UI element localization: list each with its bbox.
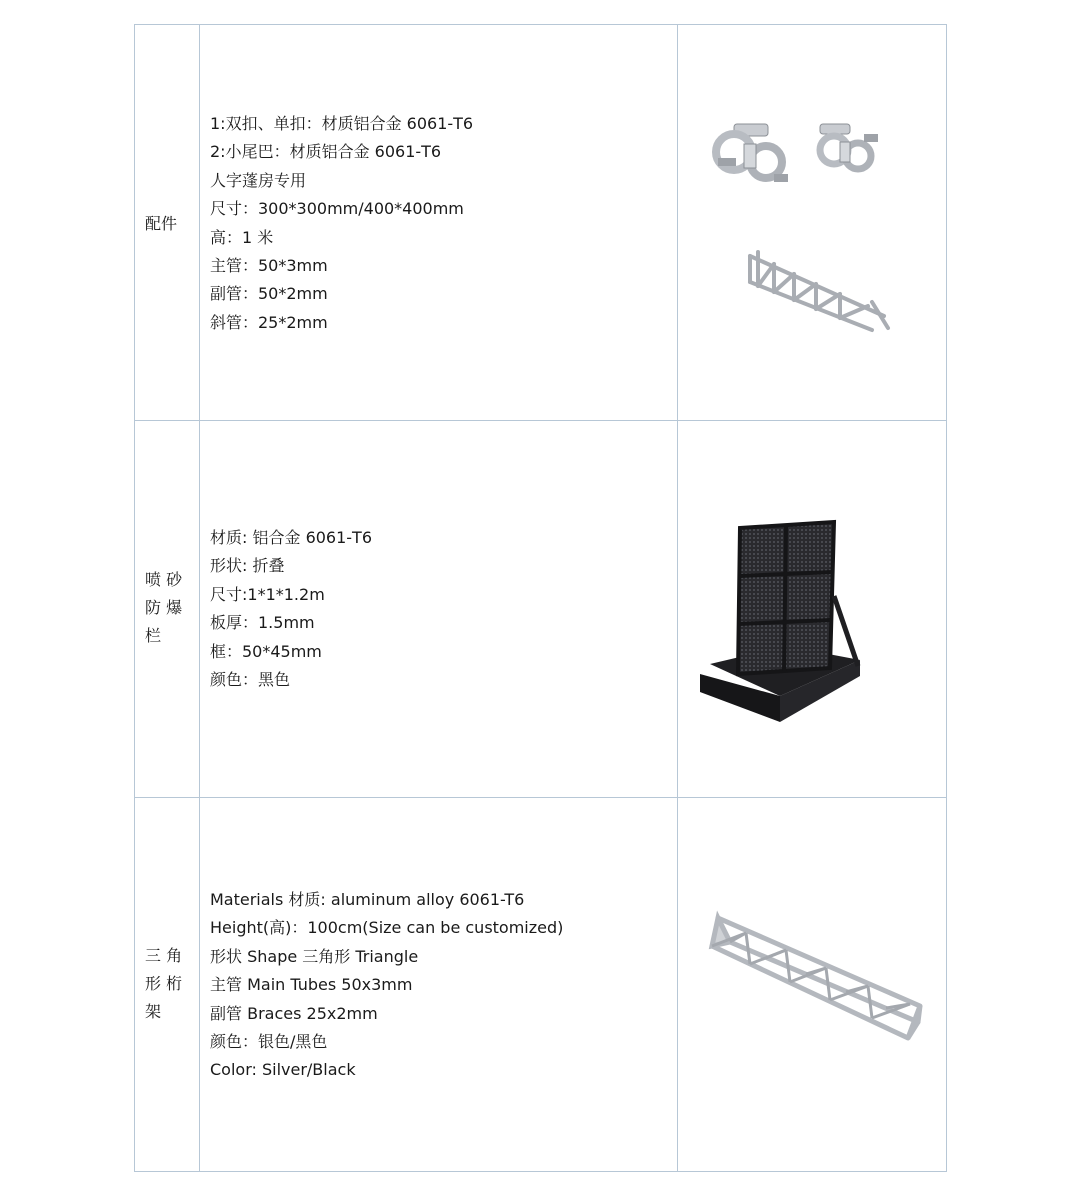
row-name-line: 栏 bbox=[145, 626, 162, 645]
row-name-accessories bbox=[145, 210, 177, 238]
row-name-line: 三 角 bbox=[145, 946, 183, 965]
spec-line: 形状: 折叠 bbox=[210, 556, 285, 576]
row-name-line: 架 bbox=[145, 1002, 162, 1021]
table-border-top bbox=[134, 24, 947, 25]
spec-line: 副管 Braces 25x2mm bbox=[210, 1003, 378, 1023]
spec-line: Materials 材质: aluminum alloy 6061-T6 bbox=[210, 890, 525, 909]
spec-line: Height(高)：100cm(Size can be customized) bbox=[210, 918, 564, 938]
table-border-left bbox=[134, 24, 135, 1172]
row-name-triangle-truss bbox=[145, 942, 182, 1026]
spec-line: 板厚：1.5mm bbox=[210, 613, 315, 633]
row-name-blast-barrier bbox=[145, 566, 182, 650]
triangle-truss-image bbox=[706, 908, 928, 1044]
column-divider-2 bbox=[677, 24, 678, 1172]
column-divider-1 bbox=[199, 24, 200, 1172]
spec-line: 颜色：银色/黑色 bbox=[210, 1031, 328, 1051]
crowd-barrier-image bbox=[696, 496, 866, 726]
row-name-line: 喷 砂 bbox=[145, 570, 183, 589]
spec-line: 高：1 米 bbox=[210, 227, 274, 247]
single-clamp-image bbox=[806, 120, 886, 184]
truss-tail-image bbox=[744, 242, 894, 338]
spec-list-blast-barrier bbox=[210, 524, 372, 694]
spec-line: 尺寸:1*1*1.2m bbox=[210, 584, 325, 604]
spec-line: 形状 Shape 三角形 Triangle bbox=[210, 946, 419, 966]
table-border-bottom bbox=[134, 1171, 947, 1172]
row-divider-1 bbox=[134, 420, 947, 421]
product-spec-table bbox=[134, 24, 947, 1172]
spec-list-triangle-truss bbox=[210, 886, 563, 1085]
double-clamp-image bbox=[704, 114, 804, 194]
table-border-right bbox=[946, 24, 947, 1172]
spec-line: 副管：50*2mm bbox=[210, 284, 328, 304]
row-divider-2 bbox=[134, 797, 947, 798]
spec-line: 主管：50*3mm bbox=[210, 255, 328, 275]
row-name-line: 形 桁 bbox=[145, 974, 183, 993]
spec-list-accessories bbox=[210, 110, 473, 337]
row-name-line: 配件 bbox=[145, 214, 178, 233]
spec-line: 材质: 铝合金 6061-T6 bbox=[210, 528, 373, 547]
spec-line: 人字蓬房专用 bbox=[210, 170, 307, 190]
spec-line: 主管 Main Tubes 50x3mm bbox=[210, 975, 413, 995]
row-name-line: 防 爆 bbox=[145, 598, 183, 617]
spec-line: 2:小尾巴：材质铝合金 6061-T6 bbox=[210, 142, 442, 162]
spec-line: 1:双扣、单扣：材质铝合金 6061-T6 bbox=[210, 114, 474, 133]
spec-line: 框：50*45mm bbox=[210, 641, 322, 661]
spec-line: Color: Silver/Black bbox=[210, 1060, 356, 1080]
spec-line: 颜色：黑色 bbox=[210, 669, 291, 689]
spec-line: 尺寸：300*300mm/400*400mm bbox=[210, 199, 464, 219]
spec-line: 斜管：25*2mm bbox=[210, 312, 328, 332]
